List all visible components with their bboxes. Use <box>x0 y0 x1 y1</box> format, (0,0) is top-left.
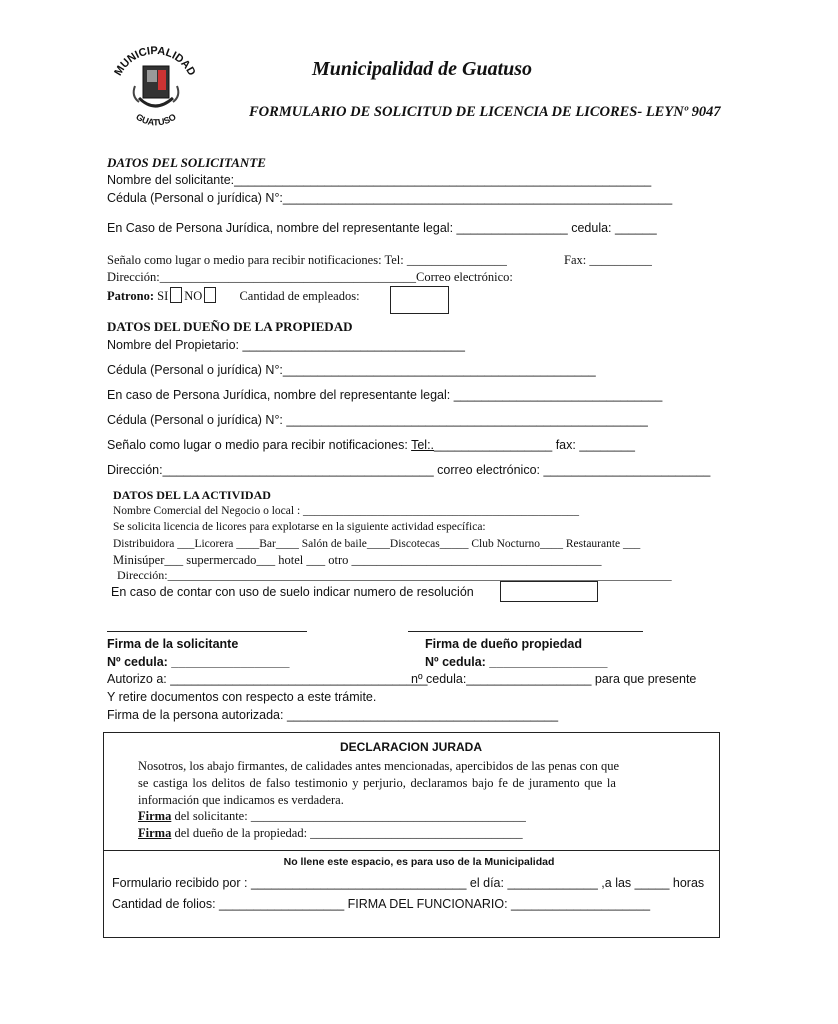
applicant-signature-line[interactable] <box>107 631 307 632</box>
declaration-line3: información que indicamos es verdadera. <box>138 793 344 807</box>
declaration-sig2-label: Firma <box>138 826 172 840</box>
declaration-owner-signature[interactable] <box>138 826 523 841</box>
svg-text:GUATUSO <box>134 112 178 128</box>
owner-notify-prefix: Señalo como lugar o medio para recibir notificaciones: <box>107 438 412 452</box>
owner-id-field[interactable]: Cédula (Personal o jurídica) N°:_____________________________________________ <box>107 363 596 377</box>
applicant-notify-field[interactable]: Señalo como lugar o medio para recibir notificaciones: Tel: ________________ <box>107 253 507 267</box>
patrono-si-checkbox[interactable] <box>170 287 182 303</box>
activity-types-row1[interactable]: Distribuidora ___Licorera ____Bar____ Salón de baile____Discotecas_____ Club Nocturno____ Restaurante ___ <box>113 538 641 550</box>
owner-signature-line[interactable] <box>408 631 643 632</box>
owner-signature-id-field[interactable]: Nº cedula: _________________ <box>425 655 608 669</box>
authorized-signature-field[interactable]: Firma de la persona autorizada: _______________________________________ <box>107 708 559 722</box>
owner-tel-label: Tel:. <box>411 438 435 452</box>
declaration-sig1-rest: del solicitante: ____________________________________________ <box>171 809 526 823</box>
municipal-logo <box>105 40 205 130</box>
withdraw-text: Y retire documentos con respecto a este trámite. <box>107 690 377 704</box>
authorize-id-field[interactable]: nº cedula:__________________ para que presente <box>411 672 697 686</box>
patrono-no-checkbox[interactable] <box>204 287 216 303</box>
received-by-field[interactable]: Formulario recibido por : _______________________________ el día: _____________ ,a las _____ horas <box>112 876 705 890</box>
declaration-sig2-rest: del dueño de la propiedad: __________________________________ <box>171 826 523 840</box>
owner-legal-rep-field[interactable]: En caso de Persona Jurídica, nombre del representante legal: ______________________________ <box>107 388 663 402</box>
employees-label: Cantidad de empleados: <box>239 289 360 303</box>
declaration-line2: se castiga los delitos de falso testimonio y perjurio, declaramos bajo fe de juramento que la <box>138 776 616 790</box>
declaration-heading: DECLARACION JURADA <box>339 740 482 754</box>
declaration-applicant-signature[interactable] <box>138 809 526 824</box>
applicant-fax-field[interactable]: Fax: __________ <box>564 253 652 267</box>
patrono-row <box>107 287 360 304</box>
logo-text-bottom: GUATUSO <box>134 111 178 128</box>
applicant-signature-label: Firma de la solicitante <box>107 637 239 651</box>
owner-address-field[interactable]: Dirección:_______________________________________ correo electrónico: ________________________ <box>107 463 711 477</box>
declaration-divider <box>103 850 719 851</box>
form-title: FORMULARIO DE SOLICITUD DE LICENCIA DE LICORES- LEYNº 9047 <box>249 104 721 120</box>
activity-request-text: Se solicita licencia de licores para explotarse en la siguiente actividad específica: <box>113 521 486 533</box>
office-use-heading: No llene este espacio, es para uso de la Municipalidad <box>283 856 555 868</box>
authorize-field[interactable]: Autorizo a: _____________________________________ <box>107 672 428 686</box>
activity-types-row2[interactable]: Minisúper___ supermercado___ hotel ___ otro ________________________________________ <box>113 553 602 567</box>
municipality-title: Municipalidad de Guatuso <box>312 58 533 80</box>
owner-name-field[interactable]: Nombre del Propietario: ________________________________ <box>107 338 465 352</box>
declaration-line1: Nosotros, los abajo firmantes, de calidades antes mencionadas, apercibidos de las penas con que <box>138 759 620 773</box>
owner-signature-label: Firma de dueño propiedad <box>425 637 582 651</box>
commercial-name-field[interactable]: Nombre Comercial del Negocio o local : ________________________________________________ <box>113 505 580 517</box>
applicant-address-field[interactable]: Dirección:_________________________________________Correo electrónico: <box>107 270 513 284</box>
activity-heading: DATOS DEL LA ACTIVIDAD <box>113 488 271 502</box>
patrono-label: Patrono: <box>107 289 154 303</box>
owner-heading: DATOS DEL DUEÑO DE LA PROPIEDAD <box>107 319 353 334</box>
patrono-no-label: NO <box>184 289 203 303</box>
declaration-sig1-label: Firma <box>138 809 172 823</box>
applicant-signature-id-field[interactable]: Nº cedula: _________________ <box>107 655 290 669</box>
applicant-id-field[interactable]: Cédula (Personal o jurídica) N°:________________________________________________________ <box>107 191 673 205</box>
owner-notify-field[interactable] <box>107 438 635 452</box>
land-use-label: En caso de contar con uso de suelo indicar numero de resolución <box>111 585 474 599</box>
folios-field[interactable]: Cantidad de folios: __________________ FIRMA DEL FUNCIONARIO: ____________________ <box>112 897 651 911</box>
applicant-name-field[interactable]: Nombre del solicitante:____________________________________________________________ <box>107 173 652 187</box>
land-use-resolution-box[interactable] <box>500 581 598 602</box>
activity-address-field[interactable]: Dirección:____________________________________________________________________________________ <box>117 568 672 582</box>
employees-count-box[interactable] <box>390 286 449 314</box>
patrono-si-label: SI <box>157 289 169 303</box>
owner-id2-field[interactable]: Cédula (Personal o jurídica) N°: ____________________________________________________ <box>107 413 648 427</box>
applicant-legal-rep-field[interactable]: En Caso de Persona Jurídica, nombre del representante legal: ________________ cedula: ______ <box>107 221 657 235</box>
owner-notify-suffix: _________________ fax: ________ <box>434 438 635 452</box>
applicant-heading: DATOS DEL SOLICITANTE <box>107 155 266 170</box>
logo-text-top: MUNICIPALIDAD <box>112 44 198 78</box>
